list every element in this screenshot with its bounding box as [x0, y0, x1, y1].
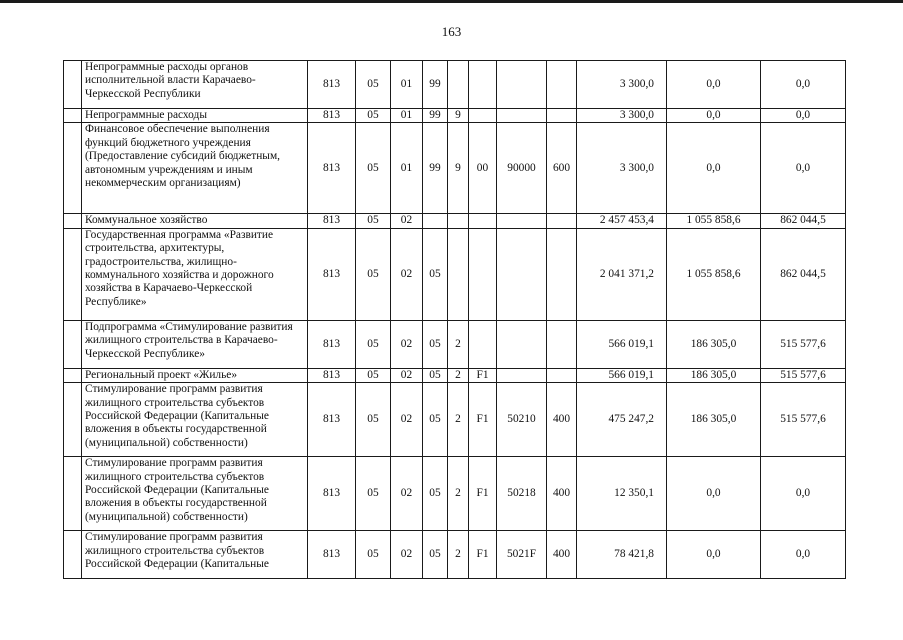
row-blank-cell [64, 214, 82, 228]
row-section-code: 05 [356, 214, 391, 228]
row-section-code: 05 [356, 383, 391, 457]
row-name: Стимулирование программ развития жилищного строительства субъектов Российской Федерации (Капитальные вложения в объекты государственной (муниципальной) собственности) [82, 457, 308, 531]
row-subprogram-code [448, 214, 469, 228]
row-blank-cell [64, 109, 82, 123]
row-amount-year-3: 515 577,6 [761, 320, 846, 368]
row-direction-code: F1 [469, 368, 497, 382]
row-direction-code [469, 61, 497, 109]
row-program-code: 05 [423, 383, 448, 457]
row-section-code: 05 [356, 531, 391, 579]
row-expense-type-code [547, 109, 577, 123]
row-blank-cell [64, 383, 82, 457]
row-subsection-code: 01 [391, 123, 423, 214]
row-subsection-code: 02 [391, 368, 423, 382]
row-amount-year-1: 3 300,0 [577, 123, 667, 214]
row-amount-year-2: 0,0 [667, 531, 761, 579]
row-department-code: 813 [308, 320, 356, 368]
row-subsection-code: 02 [391, 214, 423, 228]
table-row [64, 383, 846, 457]
row-department-code: 813 [308, 457, 356, 531]
row-subprogram-code [448, 61, 469, 109]
row-expense-type-code: 400 [547, 383, 577, 457]
row-expense-code [497, 109, 547, 123]
row-expense-type-code: 400 [547, 531, 577, 579]
row-expense-type-code [547, 61, 577, 109]
table-row [64, 61, 846, 109]
row-department-code: 813 [308, 123, 356, 214]
row-name: Финансовое обеспечение выполнения функций бюджетного учреждения (Предоставление субсидий бюджетным, автономным учреждениям и иным некоммерческим организациям) [82, 123, 308, 214]
row-name: Подпрограмма «Стимулирование развития жилищного строительства в Карачаево-Черкесской Республике» [82, 320, 308, 368]
row-amount-year-2: 186 305,0 [667, 383, 761, 457]
row-amount-year-3: 515 577,6 [761, 383, 846, 457]
row-amount-year-2: 1 055 858,6 [667, 228, 761, 320]
row-amount-year-1: 3 300,0 [577, 109, 667, 123]
row-name: Региональный проект «Жилье» [82, 368, 308, 382]
row-name: Непрограммные расходы органов исполнительной власти Карачаево-Черкесской Республики [82, 61, 308, 109]
row-section-code: 05 [356, 320, 391, 368]
row-subprogram-code: 2 [448, 383, 469, 457]
table-row [64, 368, 846, 382]
row-direction-code: 00 [469, 123, 497, 214]
row-amount-year-2: 0,0 [667, 123, 761, 214]
row-expense-code: 5021F [497, 531, 547, 579]
row-program-code: 05 [423, 228, 448, 320]
row-department-code: 813 [308, 383, 356, 457]
row-direction-code [469, 109, 497, 123]
row-program-code [423, 214, 448, 228]
row-amount-year-3: 0,0 [761, 123, 846, 214]
row-subsection-code: 02 [391, 531, 423, 579]
row-blank-cell [64, 123, 82, 214]
row-blank-cell [64, 61, 82, 109]
row-direction-code [469, 228, 497, 320]
table-row [64, 457, 846, 531]
row-program-code: 99 [423, 109, 448, 123]
row-section-code: 05 [356, 109, 391, 123]
row-expense-code [497, 61, 547, 109]
row-subsection-code: 02 [391, 457, 423, 531]
row-program-code: 99 [423, 123, 448, 214]
row-department-code: 813 [308, 214, 356, 228]
row-direction-code [469, 320, 497, 368]
row-subprogram-code: 2 [448, 368, 469, 382]
row-subprogram-code: 9 [448, 109, 469, 123]
row-department-code: 813 [308, 368, 356, 382]
table-row [64, 531, 846, 579]
row-amount-year-2: 0,0 [667, 61, 761, 109]
row-expense-type-code [547, 320, 577, 368]
row-department-code: 813 [308, 61, 356, 109]
row-section-code: 05 [356, 368, 391, 382]
row-amount-year-2: 186 305,0 [667, 368, 761, 382]
row-subprogram-code [448, 228, 469, 320]
row-name: Стимулирование программ развития жилищного строительства субъектов Российской Федерации (Капитальные [82, 531, 308, 579]
row-subsection-code: 01 [391, 109, 423, 123]
row-program-code: 99 [423, 61, 448, 109]
row-amount-year-3: 515 577,6 [761, 368, 846, 382]
row-subsection-code: 02 [391, 228, 423, 320]
table-row [64, 109, 846, 123]
row-blank-cell [64, 531, 82, 579]
row-amount-year-1: 566 019,1 [577, 320, 667, 368]
row-amount-year-3: 862 044,5 [761, 228, 846, 320]
row-expense-code [497, 228, 547, 320]
row-amount-year-3: 0,0 [761, 457, 846, 531]
row-expense-code: 90000 [497, 123, 547, 214]
row-expense-type-code: 600 [547, 123, 577, 214]
row-subsection-code: 01 [391, 61, 423, 109]
row-expense-code: 50218 [497, 457, 547, 531]
row-name: Коммунальное хозяйство [82, 214, 308, 228]
row-subprogram-code: 2 [448, 320, 469, 368]
row-department-code: 813 [308, 109, 356, 123]
row-amount-year-3: 0,0 [761, 109, 846, 123]
row-direction-code: F1 [469, 531, 497, 579]
table-row [64, 214, 846, 228]
row-expense-type-code [547, 228, 577, 320]
row-subprogram-code: 2 [448, 457, 469, 531]
row-name: Непрограммные расходы [82, 109, 308, 123]
row-expense-code: 50210 [497, 383, 547, 457]
row-expense-code [497, 320, 547, 368]
row-amount-year-2: 0,0 [667, 457, 761, 531]
row-amount-year-2: 186 305,0 [667, 320, 761, 368]
budget-table [63, 60, 846, 579]
row-name: Стимулирование программ развития жилищного строительства субъектов Российской Федерации (Капитальные вложения в объекты государственной (муниципальной) собственности) [82, 383, 308, 457]
row-amount-year-3: 862 044,5 [761, 214, 846, 228]
row-amount-year-1: 78 421,8 [577, 531, 667, 579]
row-amount-year-1: 566 019,1 [577, 368, 667, 382]
page-number: 163 [441, 24, 462, 39]
row-section-code: 05 [356, 61, 391, 109]
row-program-code: 05 [423, 320, 448, 368]
row-department-code: 813 [308, 531, 356, 579]
row-expense-type-code [547, 368, 577, 382]
row-department-code: 813 [308, 228, 356, 320]
row-amount-year-2: 1 055 858,6 [667, 214, 761, 228]
row-blank-cell [64, 320, 82, 368]
row-subsection-code: 02 [391, 383, 423, 457]
table-row [64, 320, 846, 368]
row-direction-code: F1 [469, 383, 497, 457]
row-program-code: 05 [423, 531, 448, 579]
row-direction-code [469, 214, 497, 228]
row-blank-cell [64, 457, 82, 531]
row-amount-year-2: 0,0 [667, 109, 761, 123]
row-expense-type-code [547, 214, 577, 228]
row-name: Государственная программа «Развитие строительства, архитектуры, градостроительства, жилищно-коммунального хозяйства и дорожного хозяйства в Карачаево-Черкесской Республике» [82, 228, 308, 320]
row-blank-cell [64, 228, 82, 320]
row-subprogram-code: 9 [448, 123, 469, 214]
row-section-code: 05 [356, 123, 391, 214]
row-expense-code [497, 368, 547, 382]
row-amount-year-1: 3 300,0 [577, 61, 667, 109]
row-amount-year-1: 2 457 453,4 [577, 214, 667, 228]
row-section-code: 05 [356, 457, 391, 531]
row-blank-cell [64, 368, 82, 382]
row-program-code: 05 [423, 368, 448, 382]
row-amount-year-1: 12 350,1 [577, 457, 667, 531]
row-expense-code [497, 214, 547, 228]
row-section-code: 05 [356, 228, 391, 320]
table-row [64, 228, 846, 320]
row-direction-code: F1 [469, 457, 497, 531]
row-expense-type-code: 400 [547, 457, 577, 531]
row-amount-year-3: 0,0 [761, 61, 846, 109]
row-amount-year-1: 475 247,2 [577, 383, 667, 457]
row-amount-year-1: 2 041 371,2 [577, 228, 667, 320]
row-subprogram-code: 2 [448, 531, 469, 579]
row-program-code: 05 [423, 457, 448, 531]
top-rule [0, 0, 903, 3]
table-row [64, 123, 846, 214]
row-amount-year-3: 0,0 [761, 531, 846, 579]
row-subsection-code: 02 [391, 320, 423, 368]
